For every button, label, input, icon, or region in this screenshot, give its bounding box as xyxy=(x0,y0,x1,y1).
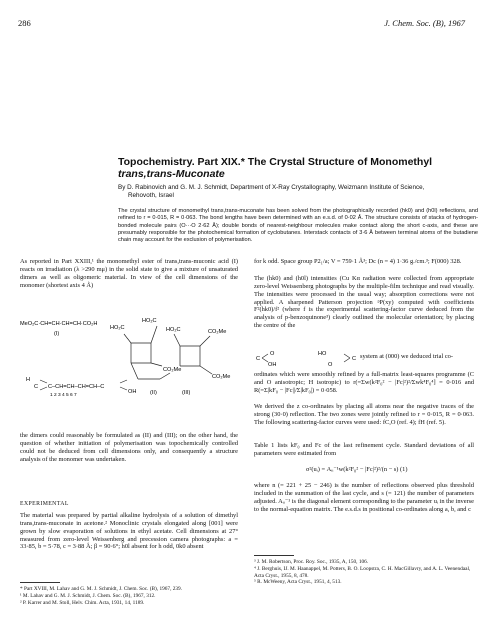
structure-I-label: (I) xyxy=(54,331,60,337)
footnote-rule-left xyxy=(20,582,60,583)
footnote-1: ¹ M. Lahav and G. M. J. Schmidt, J. Chem. Soc. (B), 1967, 312. xyxy=(20,592,156,599)
dimer-chain: C–CH=CH–CH=CH–C xyxy=(48,384,105,390)
label-co2me-III-bottom: CO₂Me xyxy=(212,374,231,380)
label-c-left-sys: C xyxy=(256,356,261,362)
label-ho2c-top-2: HO₂C xyxy=(142,318,157,324)
z-coordinates-paragraph: We derived the z co-ordinates by placing all atoms near the negative traces of the strong (30·0) reflection. The two zones were jointly refined to r = 0·015, R = 0·063. The following scattering-factor curves were used: fC,O (ref. 4); fH (ref. 5). xyxy=(254,403,474,426)
experimental-heading: EXPERIMENTAL xyxy=(20,501,69,507)
title-line-2: trans,trans-Muconate xyxy=(118,168,225,180)
label-oh-right: OH xyxy=(128,389,137,395)
footnote-star: * Part XVIII, M. Lahav and G. M. J. Schmidt, J. Chem. Soc. (B), 1967, 239. xyxy=(20,586,182,592)
title-line-1: Topochemistry. Part XIX.* The Crystal Structure of Monomethyl xyxy=(118,156,433,168)
intensities-paragraph: The (hk0) and (h0l) intensities (Cu Kα radiation were collected from appropriate zero-level Weissenberg photographs by the multiple-film technique and read visually. The intensities were processed in the usual way; absorption corrections were not applied. A sharpened Patterson projection ᵖP(xy) computed with coefficients F²(hk0)/f² (where f is the experimental scattering-factor curve deduced from the analysis of p-benzoquinone³) clearly outlined the molecular orientation; by placing the centre of the xyxy=(254,275,474,330)
footnote-5: ⁵ R. McWeeny, Acta Cryst., 1951, 4, 513. xyxy=(254,579,342,586)
label-co2me-III-top: CO₂Me xyxy=(208,329,227,335)
label-co2me-II: CO₂Me xyxy=(163,367,182,373)
footnote-rule-right xyxy=(254,555,294,556)
journal-reference: J. Chem. Soc. (B), 1967 xyxy=(384,18,465,28)
article-title xyxy=(118,156,478,180)
footnotes-right xyxy=(254,559,474,586)
table-paragraph: Table 1 lists kF₀ and Fc of the last refinement cycle. Standard deviations of all parameters were estimated from xyxy=(254,442,474,457)
label-h-left: H xyxy=(26,377,31,383)
structure-III-label: (III) xyxy=(182,390,191,396)
equation-1: σ²(uᵢ) = Aᵢᵢ⁻¹w(k²F₀² − |Fc|²)²/(n − s) (1) xyxy=(306,466,408,473)
abstract: The crystal structure of monomethyl trans,trans-muconate has been solved from the photographically recorded (hk0) and (h0l) reflections, and refined to r = 0·015, R = 0·063. The bond lengths have been determined with an e.s.d. of 0·02 Å. The structure consists of stacks of hydrogen-bonded molecule pairs (O···O 2·62 Å); double bonds of nearest-neighbour molecules make contact along the short c-axis, and these are presumably responsible for the photochemical formation of cyclobutanes. Interstack contacts of 3·6 Å between terminal atoms of the butadiene chain may account for the exclusion of polymerisation. xyxy=(118,208,478,244)
label-o-top: O xyxy=(270,351,275,357)
label-oh-bottom: OH xyxy=(268,362,277,368)
authors-line-1: By D. Rabinovich and G. M. J. Schmidt, Department of X-Ray Crystallography, Weizmann Institute of Science, xyxy=(118,184,425,191)
experimental-paragraph: The material was prepared by partial alkaline hydrolysis of a solution of dimethyl trans,trans-muconate in acetone.² Monoclinic crystals elongated along [001] were grown by slow evaporation of solutions in ethyl acetate. Cell dimensions at 27° measured from zero-level Weissenberg and precession camera photographs: a = 33·85, b = 5·78, c = 3·88 Å; β = 90·6°; h0l absent for h odd, 0k0 absent xyxy=(20,512,238,551)
label-ho2c-top: HO₂C xyxy=(110,325,125,331)
structure-II-label: (II) xyxy=(150,390,157,396)
chain-numbering: 1 2 3 4 5 6 7 xyxy=(50,393,77,398)
page-number: 286 xyxy=(18,18,31,28)
system-note: system at (000) we deduced trial co- xyxy=(360,353,453,360)
structure-I-formula: MeO₂C·CH=CH·CH=CH·CO₂H xyxy=(20,321,98,327)
footnote-2: ² P. Karrer and M. Stoll, Helv. Chim. Acta, 1931, 14, 1189. xyxy=(20,599,145,606)
intro-paragraph: As reported in Part XXIII,¹ the monomethyl ester of trans,trans-muconic acid (I) reacts on irradiation (λ >290 mμ) in the solid state to give a mixture of unsaturated dimers as well as oligomeric material. In view of the cell dimensions of the monomer (shortest axis 4 Å) xyxy=(20,258,238,289)
label-o-bottom: O xyxy=(328,362,333,368)
authors-line-2: Rehovoth, Israel xyxy=(128,192,174,199)
refinement-paragraph: ordinates which were smoothly refined by a full-matrix least-squares programme (C and O anisotropic; H isotropic) to r(=Σw(k²F₀² − |Fc|²)²/Σwk⁴F₀⁴] = 0·016 and R(=Σ|kF₀ − |Fc||/Σ|kF₀|) = 0·058. xyxy=(254,371,474,394)
label-ho-top: HO xyxy=(318,351,327,357)
label-ho2c-III: HO₂C xyxy=(166,327,181,333)
esd-paragraph: where n (= 221 + 25 − 246) is the number of reflections observed plus threshold included in the summation of the last cycle, and s (= 121) the number of parameters adjusted. Aᵢᵢ⁻¹ is the diagonal element corresponding to the parameter uᵢ in the inverse to the normal-equation matrix. The e.s.d.s in positional co-ordinates along a, b, and c xyxy=(254,482,474,513)
footnote-4: ⁴ J. Berghuis, IJ. M. Haanappel, M. Potters, B. O. Loopstra, C. H. MacGillavry, and A. L. Veenendaal, Acta Cryst., 1955, 8, 478. xyxy=(254,565,471,579)
footnotes-left xyxy=(20,586,238,606)
hbond-system-diagram xyxy=(254,348,364,368)
figure-followup-paragraph: the dimers could reasonably be formulated as (II) and (III); on the other hand, the question of whether initiation of polymerisation was topochemically controlled could not be deduced from cell dimensions only, and consequently a structure analysis of the monomer was undertaken. xyxy=(20,432,238,463)
space-group-paragraph: for k odd. Space group P2₁/a; V = 759·1 Å³; Dc (n = 4) 1·36 g./cm.³; F(000) 328. xyxy=(254,258,462,265)
footnote-3: ³ J. M. Robertson, Proc. Roy. Soc., 1935, A, 150, 106. xyxy=(254,559,369,565)
authors xyxy=(118,184,478,200)
label-c-left: C xyxy=(34,384,39,390)
label-c-right-sys: C xyxy=(352,356,357,362)
